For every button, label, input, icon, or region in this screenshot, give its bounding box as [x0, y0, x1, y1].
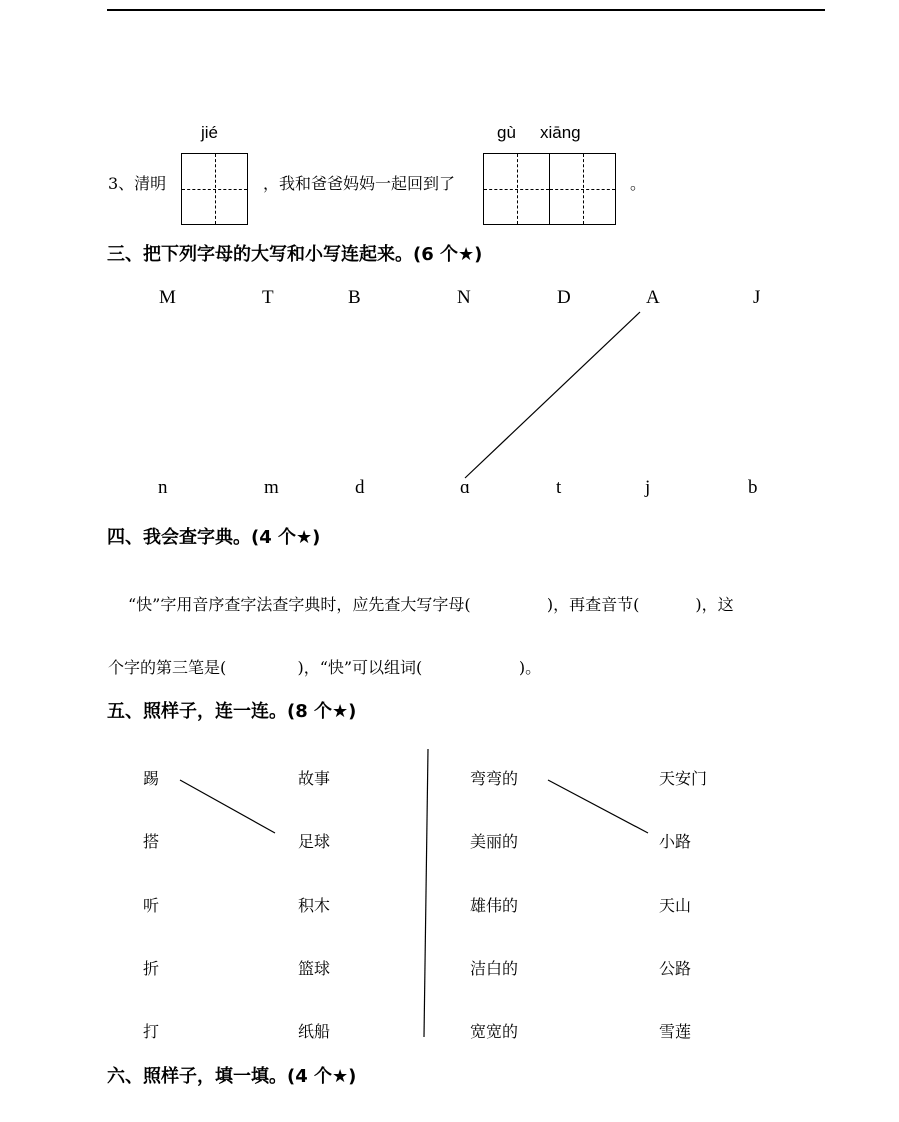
adjective-item: 洁白的 — [470, 959, 519, 978]
section-3-heading: 三、把下列字母的大写和小写连起来。(6 个★) — [107, 244, 483, 265]
example-line-A-a — [465, 312, 640, 478]
place-item: 小路 — [659, 832, 692, 851]
section-5-heading: 五、照样子，连一连。(8 个★) — [107, 701, 357, 722]
noun-item: 故事 — [298, 769, 331, 788]
q3-prefix: 3、清明 — [108, 174, 167, 193]
adjective-item: 宽宽的 — [470, 1022, 519, 1041]
verb-item: 搭 — [143, 832, 160, 851]
pinyin-jie: jié — [201, 123, 219, 142]
adjective-item: 弯弯的 — [470, 769, 519, 788]
dictionary-question-line2: 个字的第三笔是( )，“快”可以组词( )。 — [108, 658, 542, 677]
noun-item: 篮球 — [298, 959, 331, 978]
section-6-heading: 六、照样子，填一填。(4 个★) — [107, 1066, 357, 1087]
lowercase-letter: b — [748, 477, 758, 498]
noun-item: 足球 — [298, 832, 331, 851]
section-4-heading: 四、我会查字典。(4 个★) — [107, 527, 321, 548]
uppercase-letter: J — [753, 287, 761, 308]
lowercase-letter: t — [556, 477, 562, 498]
place-item: 天山 — [659, 896, 692, 915]
uppercase-letter: D — [557, 287, 571, 308]
lowercase-letter: n — [158, 477, 168, 498]
place-item: 公路 — [659, 959, 692, 978]
q3-end: 。 — [630, 174, 647, 193]
noun-item: 纸船 — [298, 1022, 331, 1041]
uppercase-letter: N — [457, 287, 471, 308]
place-item: 天安门 — [659, 769, 708, 788]
lowercase-letter: m — [264, 477, 279, 498]
place-item: 雪莲 — [659, 1022, 692, 1041]
example-line-curvy-road — [548, 780, 648, 833]
lowercase-letter: d — [355, 477, 365, 498]
uppercase-letter: B — [348, 287, 361, 308]
pinyin-gu: gù — [497, 123, 516, 142]
pinyin-xiang: xiāng — [540, 123, 581, 142]
dictionary-question-line1: “快”字用音序查字法查字典时，应先查大写字母( )，再查音节( )，这 — [128, 595, 734, 614]
divider-line — [424, 749, 428, 1037]
verb-item: 折 — [143, 959, 160, 978]
q3-middle: ，我和爸爸妈妈一起回到了 — [263, 174, 456, 193]
uppercase-letter: M — [159, 287, 176, 308]
adjective-item: 雄伟的 — [470, 896, 519, 915]
uppercase-letter: T — [262, 287, 274, 308]
noun-item: 积木 — [298, 896, 331, 915]
lowercase-letter: j — [645, 477, 651, 498]
verb-item: 打 — [143, 1022, 160, 1041]
example-line-kick-ball — [180, 780, 275, 833]
uppercase-letter: A — [646, 287, 660, 308]
verb-item: 踢 — [143, 769, 160, 788]
verb-item: 听 — [143, 896, 160, 915]
adjective-item: 美丽的 — [470, 832, 519, 851]
lowercase-letter: ɑ — [460, 477, 470, 498]
